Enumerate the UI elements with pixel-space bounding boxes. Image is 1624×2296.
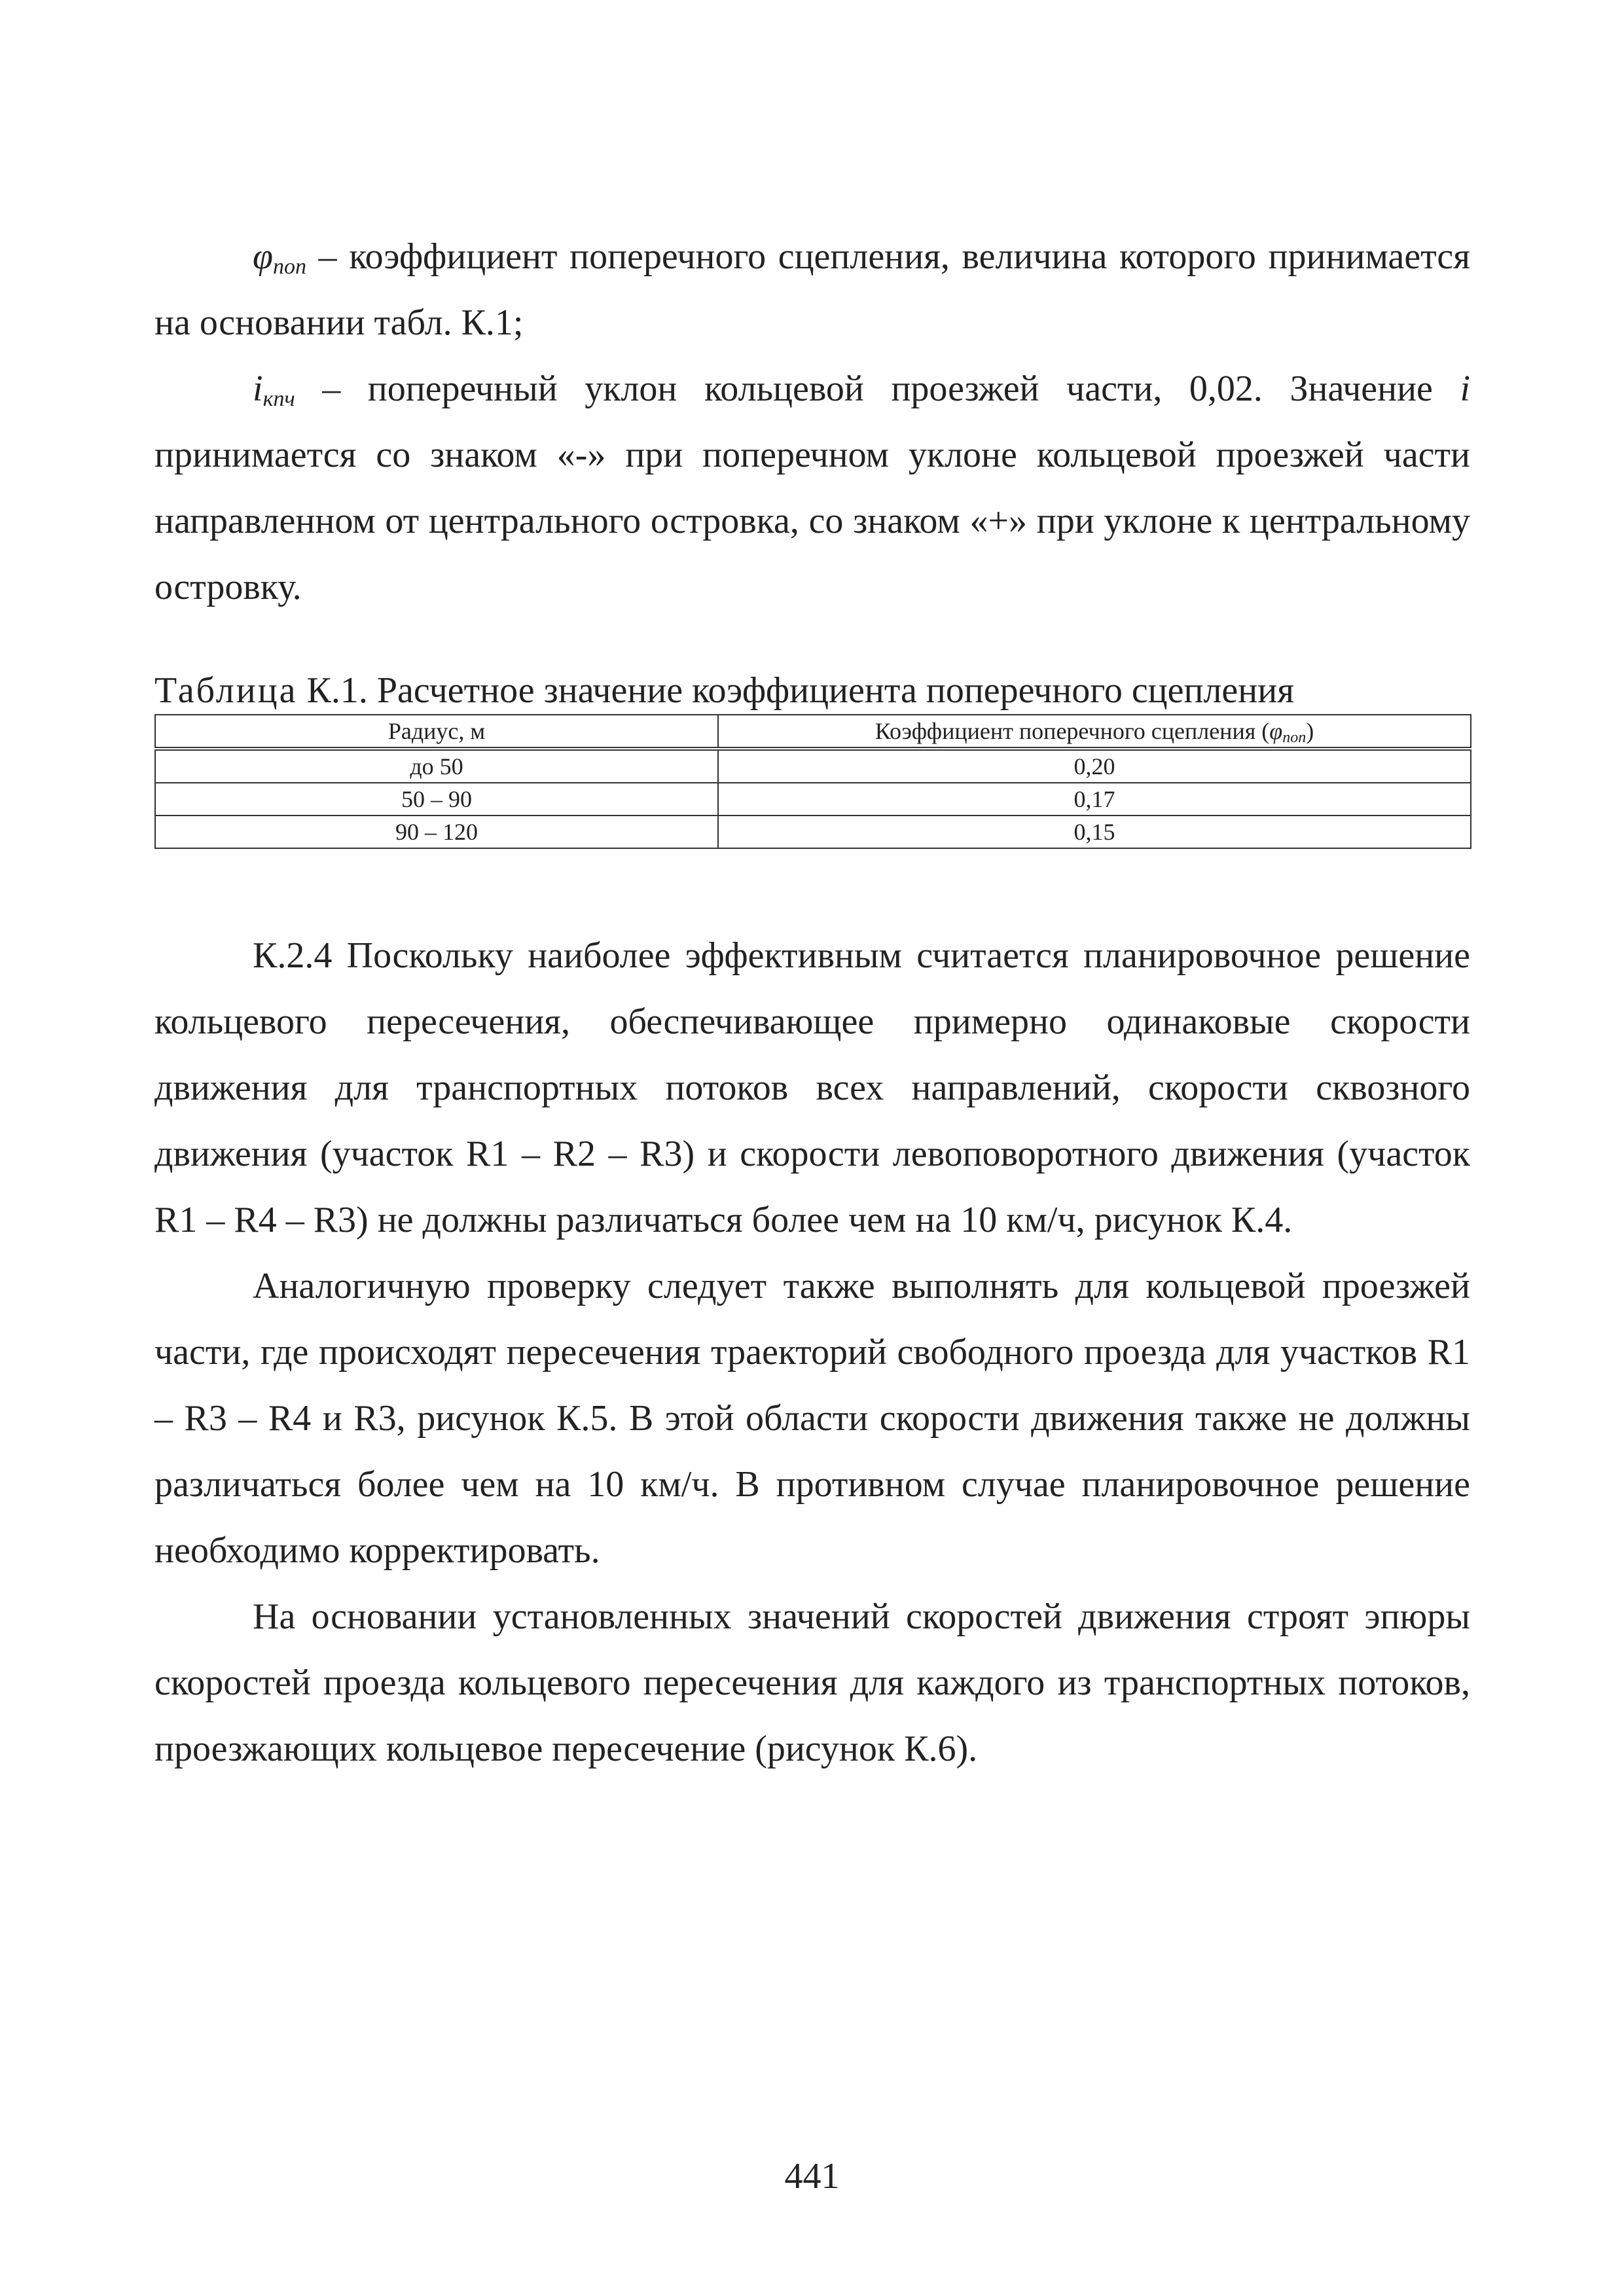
paragraph-speed-diagrams: На основании установленных значений скоростей движения строят эпюры скоростей проезда кольцевого пересечения для каждого из транспортных потоков, проезжающих кольцевое пересечение (рисунок К.6). [154,1596,1470,1769]
cell-radius: 90 – 120 [155,816,718,848]
definition-i [154,356,1470,620]
table-caption-text: К.1. Расчетное значение коэффициента поперечного сцепления [297,670,1294,711]
definition-phi-text: – коэффициент поперечного сцепления, величина которого принимается на основании табл. К.1; [154,236,1470,343]
cell-radius: 50 – 90 [155,783,718,816]
paragraph-k-2-4: К.2.4 Поскольку наиболее эффективным считается планировочное решение кольцевого пересечения, обеспечивающее примерно одинаковые скорости движения для транспортных потоков всех направлений, скорости сквозного движения (участок R1 – R2 – R3) и скорости левоповоротного движения (участок R1 – R4 – R3) не должны различаться более чем на 10 км/ч, рисунок К.4. [154,935,1470,1240]
cell-radius: до 50 [155,749,718,783]
definition-i-text-after: принимается со знаком «-» при поперечном уклоне кольцевой проезжей части направленном от центрального островка, со знаком «+» при уклоне к центральному островку. [154,435,1470,607]
table-caption-label: Таблица [154,670,298,711]
coefficient-table [154,714,1471,849]
table-row [155,749,1471,783]
i-symbol: $i_{кпч}$ [253,368,295,411]
cell-coefficient: 0,15 [718,816,1471,848]
table-caption [154,668,1470,713]
header-radius: Радиус, м [155,715,718,749]
i-inline-symbol: i [1460,368,1470,409]
paragraph-verification: Аналогичную проверку следует также выполнять для кольцевой проезжей части, где происходят пересечения траекторий свободного проезда для участков R1 – R3 – R4 и R3, рисунок К.5. В этой области скорости движения также не должны различаться более чем на 10 км/ч. В противном случае планировочное решение необходимо корректировать. [154,1266,1470,1571]
page-number: 441 [784,2156,840,2197]
definition-phi [154,224,1470,356]
table-row [155,783,1471,816]
header-phi-symbol: $\varphi_{поп}$ [1269,718,1307,746]
table-header-row [155,715,1471,749]
cell-coefficient: 0,17 [718,783,1471,816]
body-text-block [154,923,1470,1782]
definition-i-text-before: – поперечный уклон кольцевой проезжей части, 0,02. Значение [295,368,1460,409]
phi-symbol: $\varphi_{поп}$ [253,236,306,279]
cell-coefficient: 0,20 [718,749,1471,783]
definitions-block [154,224,1470,620]
table-row [155,816,1471,848]
header-coefficient: Коэффициент поперечного сцепления $(\varphi_{поп})$ [718,715,1471,749]
